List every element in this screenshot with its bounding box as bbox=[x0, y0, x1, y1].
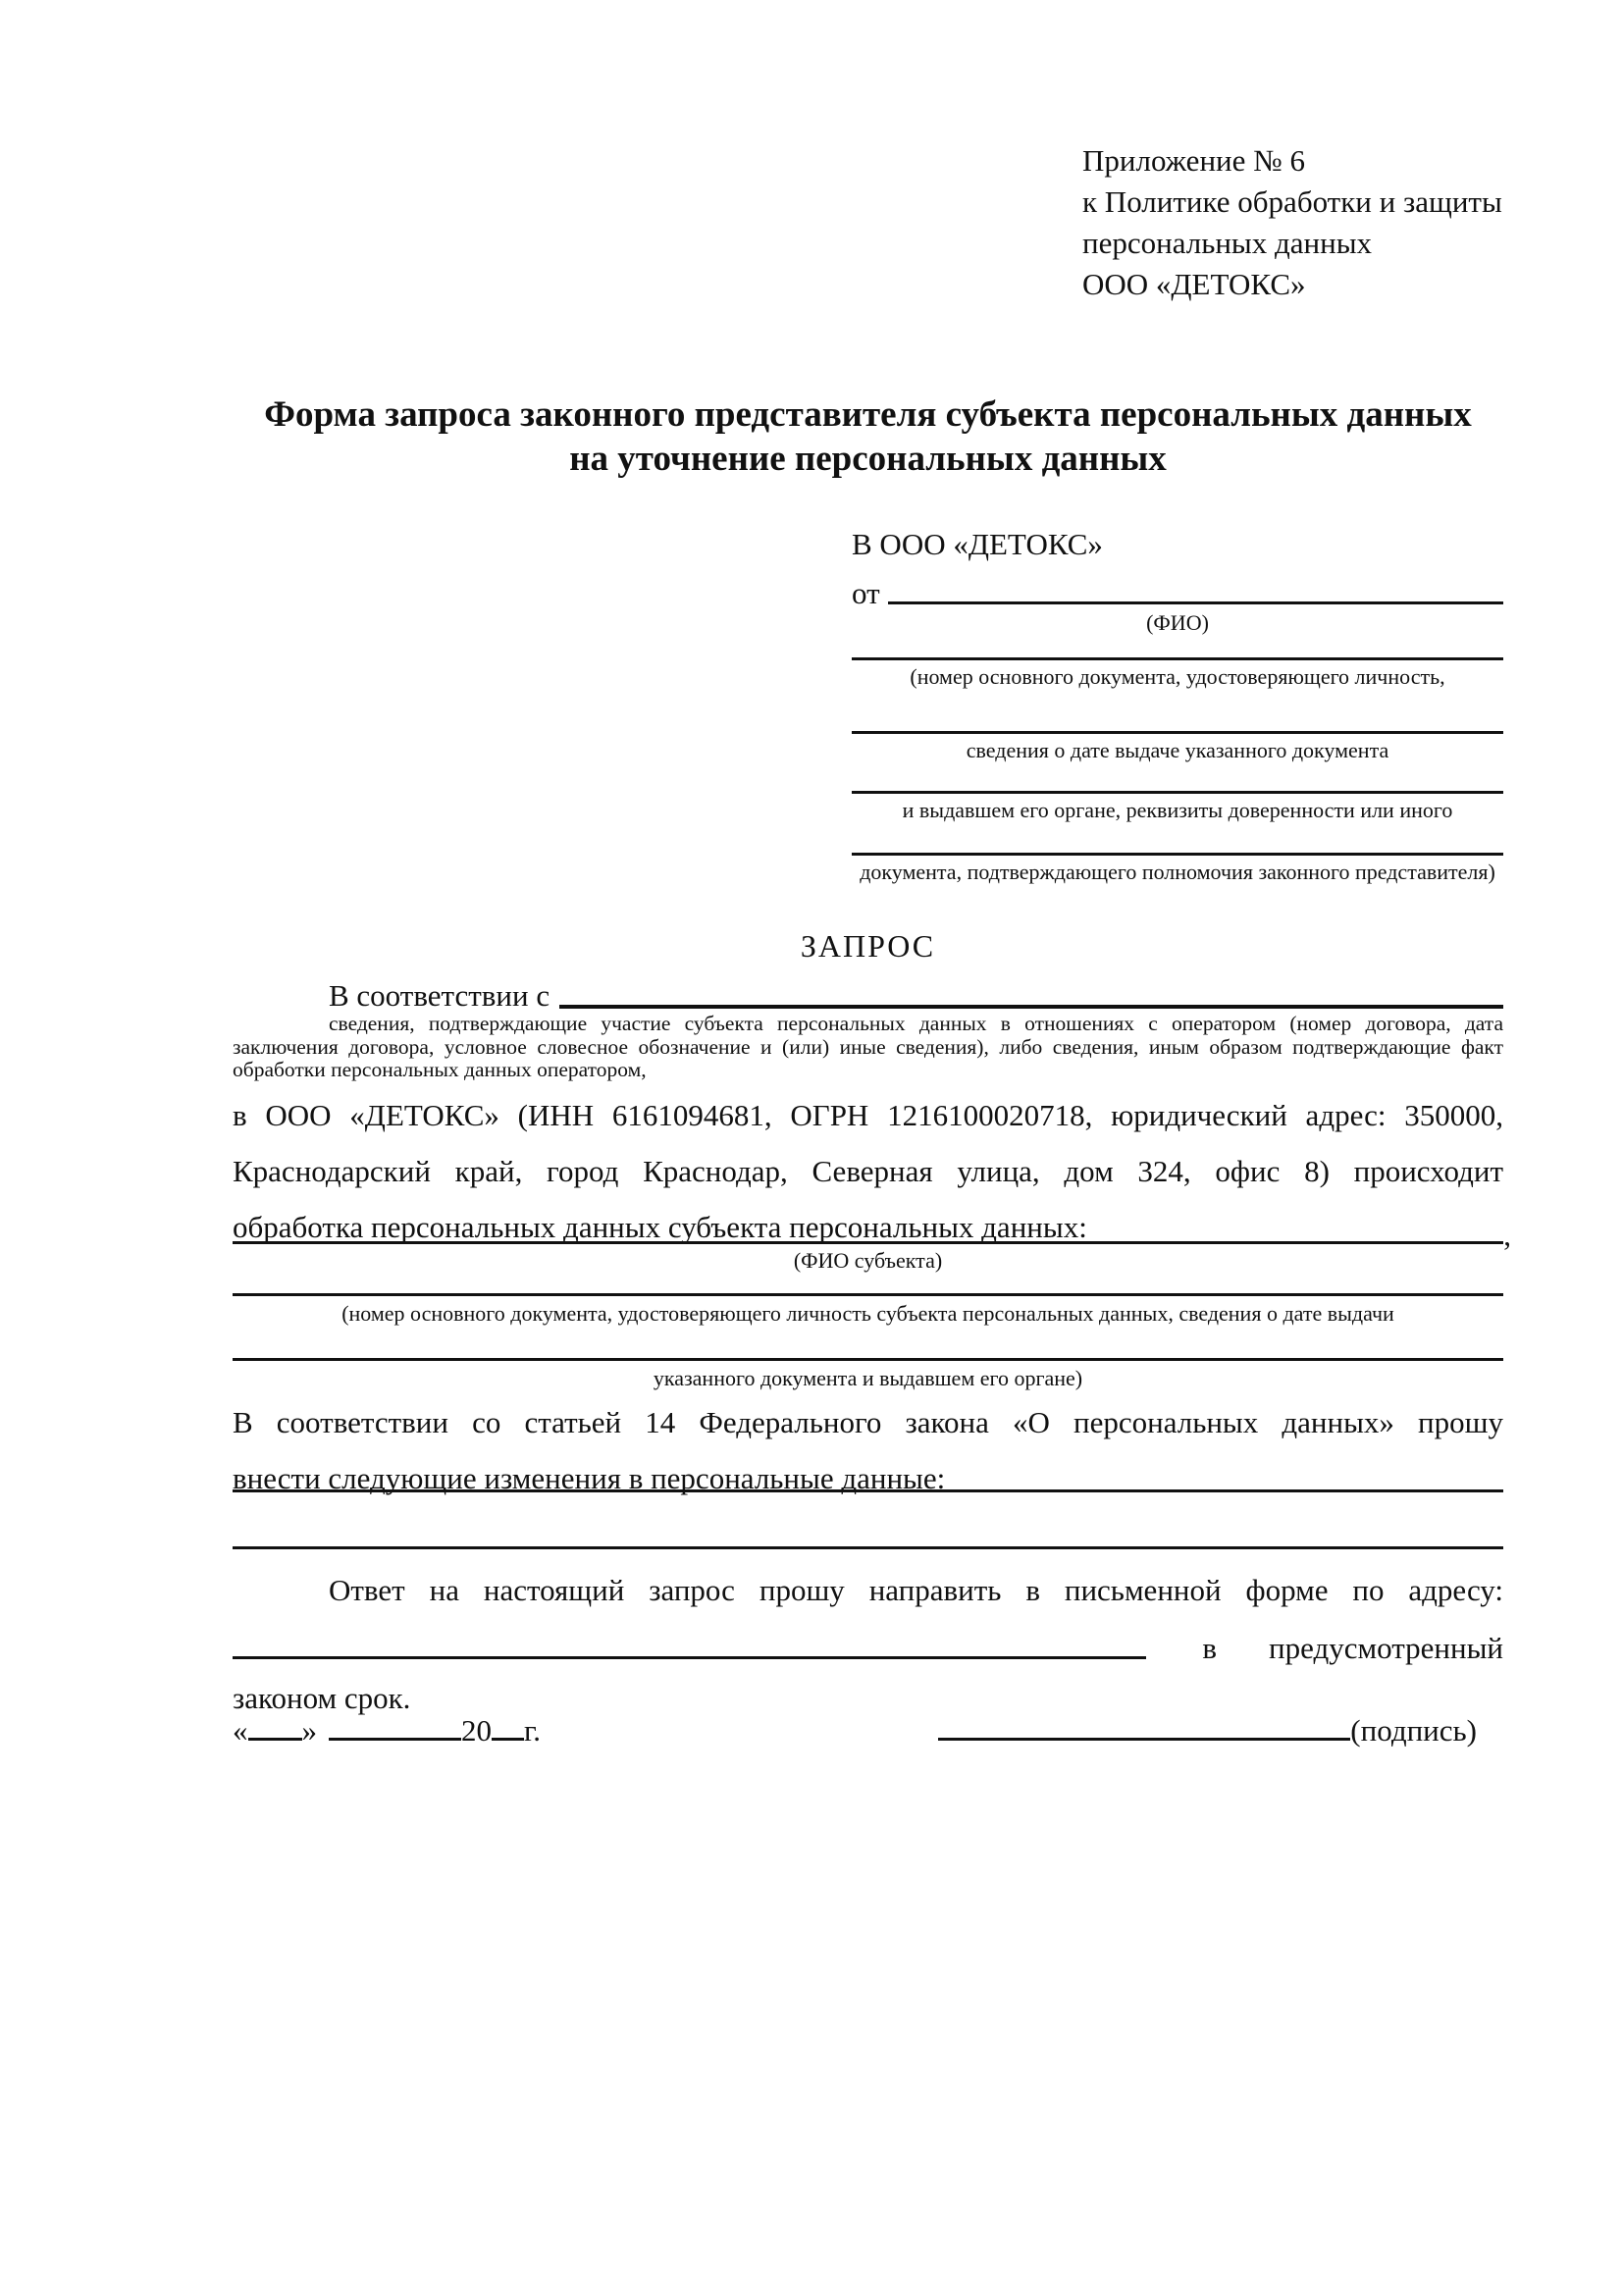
reply-word-predusmotrenny: предусмотренный bbox=[1269, 1631, 1503, 1665]
address-field-line bbox=[233, 1656, 1146, 1659]
year-suffix: г. bbox=[524, 1713, 541, 1748]
doc-issuer-field bbox=[852, 791, 1503, 823]
fio-caption: (ФИО) bbox=[1146, 610, 1209, 635]
addressee-org: В ООО «ДЕТОКС» bbox=[852, 527, 1103, 561]
field-caption: и выдавшем его органе, реквизиты доверенности или иного bbox=[902, 798, 1453, 822]
year-field-line bbox=[492, 1737, 524, 1741]
year-prefix: 20 bbox=[461, 1713, 492, 1748]
law-line: внести следующие изменения в персональные данные: bbox=[233, 1461, 946, 1495]
reply-word-v: в bbox=[1202, 1631, 1217, 1665]
subject-fio-field bbox=[233, 1215, 1511, 1250]
law-line: В соответствии со статьей 14 Федерального закона «О персональных данных» прошу bbox=[233, 1405, 1503, 1439]
reply-line-1: Ответ на настоящий запрос прошу направить в письменной форме по адресу: bbox=[329, 1573, 1503, 1607]
quote-close: » bbox=[301, 1713, 317, 1748]
reply-paragraph bbox=[233, 1563, 1503, 1725]
from-label: от bbox=[852, 576, 880, 610]
intro-label: В соответствии с bbox=[329, 978, 550, 1013]
signature-caption: (подпись) bbox=[1350, 1713, 1477, 1748]
signature-field bbox=[938, 1713, 1477, 1748]
annex-block bbox=[1082, 140, 1502, 305]
subject-fio-line bbox=[233, 1241, 1503, 1244]
fine-print-line: обработки персональных данных оператором, bbox=[233, 1058, 647, 1081]
title-line-1: Форма запроса законного представителя субъекта персональных данных bbox=[264, 394, 1472, 435]
from-field-line bbox=[888, 601, 1503, 604]
intro-line bbox=[233, 976, 1503, 1014]
footer-row bbox=[233, 1705, 1511, 1750]
annex-line: Приложение № 6 bbox=[1082, 143, 1305, 178]
field-underline bbox=[852, 791, 1503, 794]
annex-line: персональных данных bbox=[1082, 226, 1373, 260]
trailing-comma: , bbox=[1503, 1218, 1511, 1252]
fine-print-line: сведения, подтверждающие участие субъекта персональных данных в отношениях с оператором (номер договора, дата bbox=[329, 1012, 1503, 1035]
subject-doc-caption-2: указанного документа и выдавшем его органе) bbox=[653, 1366, 1083, 1390]
annex-line: ООО «ДЕТОКС» bbox=[1082, 267, 1306, 301]
fine-print bbox=[233, 1013, 1503, 1082]
field-underline bbox=[852, 731, 1503, 734]
reply-line-3: законом срок. bbox=[233, 1681, 411, 1715]
authority-doc-field bbox=[852, 853, 1503, 885]
signature-field-line bbox=[938, 1737, 1350, 1741]
from-field bbox=[852, 575, 1503, 610]
operator-line: Краснодарский край, город Краснодар, Северная улица, дом 324, офис 8) происходит bbox=[233, 1154, 1503, 1188]
quote-open: « bbox=[233, 1713, 248, 1748]
changes-field-line-1 bbox=[233, 1489, 1503, 1492]
changes-field-line-2 bbox=[233, 1546, 1503, 1549]
field-caption: (номер основного документа, удостоверяющего личность, bbox=[910, 664, 1445, 689]
field-caption: сведения о дате выдаче указанного документа bbox=[966, 738, 1389, 762]
representative-doc-field bbox=[852, 657, 1503, 690]
operator-line: обработка персональных данных субъекта персональных данных: bbox=[233, 1210, 1087, 1244]
request-heading: ЗАПРОС bbox=[800, 928, 936, 964]
field-underline bbox=[852, 853, 1503, 856]
subject-fio-caption: (ФИО субъекта) bbox=[793, 1248, 943, 1273]
day-field-line bbox=[248, 1737, 302, 1741]
subject-doc-line-2 bbox=[233, 1358, 1503, 1361]
subject-doc-line bbox=[233, 1293, 1503, 1296]
title-line-2: на уточнение персональных данных bbox=[569, 439, 1167, 479]
fine-print-line: заключения договора, условное словесное обозначение и (или) иные сведения), либо сведения, иным образом подтверждающие факт bbox=[233, 1034, 1503, 1059]
field-caption: документа, подтверждающего полномочия законного представителя) bbox=[860, 860, 1495, 884]
document-title bbox=[233, 392, 1503, 481]
field-underline bbox=[852, 657, 1503, 660]
doc-issue-date-field bbox=[852, 731, 1503, 763]
month-field-line bbox=[329, 1737, 461, 1741]
reply-address-field bbox=[233, 1617, 1503, 1671]
date-field bbox=[233, 1713, 541, 1748]
intro-field-line bbox=[559, 1005, 1503, 1009]
annex-line: к Политике обработки и защиты bbox=[1082, 184, 1502, 219]
addressee-block bbox=[852, 526, 1503, 885]
subject-doc-caption: (номер основного документа, удостоверяющего личность субъекта персональных данных, сведения о дате выдачи bbox=[341, 1301, 1394, 1326]
operator-line: в ООО «ДЕТОКС» (ИНН 6161094681, ОГРН 1216100020718, юридический адрес: 350000, bbox=[233, 1098, 1503, 1132]
